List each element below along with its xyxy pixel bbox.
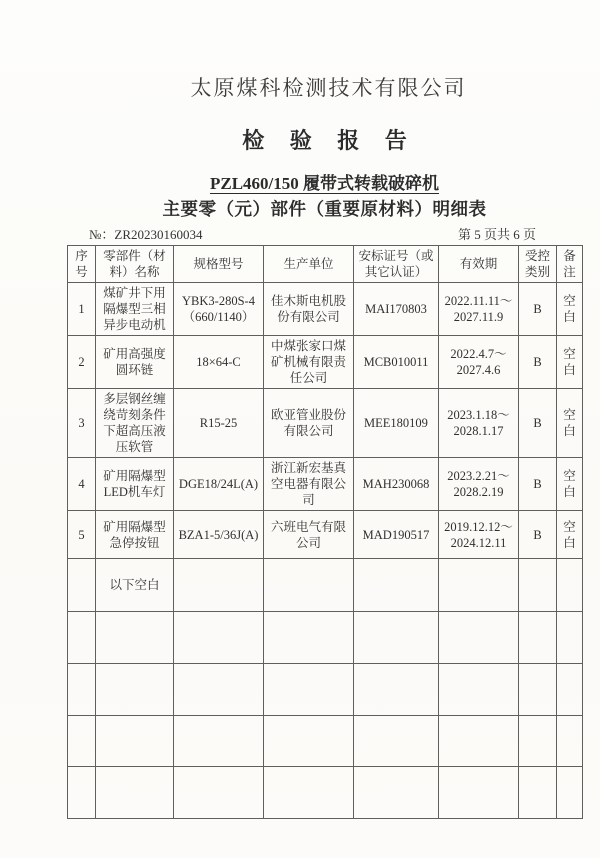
cell-producer: 中煤张家口煤矿机械有限责任公司 [264,336,354,389]
cell-part-name: 煤矿井下用隔爆型三相异步电动机 [96,283,174,336]
cell-validity: 2023.2.21～2028.2.19 [439,458,519,511]
cell-cert-no: MCB010011 [354,336,439,389]
cell-producer: 六班电气有限公司 [264,511,354,559]
cell-cert-no: MEE180109 [354,389,439,458]
cell-control-cat: B [519,511,557,559]
empty-row [68,664,583,716]
doc-number-value: ZR20230160034 [114,227,203,242]
cell-validity: 2019.12.12～2024.12.11 [439,511,519,559]
cell-serial-no: 2 [68,336,96,389]
cell-control-cat: B [519,336,557,389]
cell-control-cat [519,767,557,819]
blank-note-cell: 以下空白 [96,559,174,612]
list-subtitle: 主要零（元）部件（重要原材料）明细表 [162,199,487,219]
cell-serial-no [68,716,96,767]
cell-spec-model [174,664,264,716]
cell-cert-no: MAD190517 [354,511,439,559]
cell-remark: 空白 [557,389,583,458]
cell-part-name: 矿用隔爆型急停按钮 [96,511,174,559]
cell-remark: 空白 [557,336,583,389]
cell-spec-model: BZA1-5/36J(A) [174,511,264,559]
table-row [68,283,583,336]
report-content [67,0,582,819]
cell-serial-no: 3 [68,389,96,458]
blank-note-row [68,559,583,612]
cell-remark: 空白 [557,458,583,511]
report-title: 检 验 报 告 [242,128,417,153]
cell-part-name [96,767,174,819]
cell-control-cat: B [519,389,557,458]
meta-row [67,225,582,243]
cell-spec-model: 18×64-C [174,336,264,389]
cell-spec-model [174,559,264,612]
cell-remark [557,716,583,767]
product-model-text: PZL460/150 履带式转载破碎机 [209,174,440,193]
cell-producer: 佳木斯电机股份有限公司 [264,283,354,336]
cell-control-cat [519,664,557,716]
cell-spec-model [174,767,264,819]
header-control-cat: 受控类别 [519,246,557,283]
cell-serial-no: 1 [68,283,96,336]
cell-validity [439,767,519,819]
cell-control-cat [519,716,557,767]
cell-serial-no [68,664,96,716]
header-remark: 备注 [557,246,583,283]
cell-remark [557,664,583,716]
cell-cert-no [354,767,439,819]
cell-control-cat [519,559,557,612]
cell-part-name [96,716,174,767]
cell-part-name: 矿用隔爆型LED机车灯 [96,458,174,511]
cell-part-name [96,664,174,716]
cell-cert-no: MAH230068 [354,458,439,511]
header-part-name: 零部件（材料）名称 [96,246,174,283]
cell-cert-no [354,559,439,612]
cell-remark [557,612,583,664]
empty-row [68,716,583,767]
cell-remark [557,559,583,612]
cell-producer [264,664,354,716]
cell-producer [264,716,354,767]
cell-validity: 2022.11.11～2027.11.9 [439,283,519,336]
header-serial-no: 序号 [68,246,96,283]
cell-remark: 空白 [557,511,583,559]
cell-cert-no [354,716,439,767]
table-header [68,246,583,283]
empty-row [68,612,583,664]
cell-remark: 空白 [557,283,583,336]
empty-row [68,767,583,819]
cell-serial-no [68,559,96,612]
cell-producer: 欧亚管业股份有限公司 [264,389,354,458]
header-cert-no: 安标证号（或其它认证） [354,246,439,283]
cell-part-name [96,612,174,664]
header-spec-model: 规格型号 [174,246,264,283]
cell-remark [557,767,583,819]
cell-spec-model [174,716,264,767]
table-row [68,389,583,458]
cell-serial-no [68,612,96,664]
parts-table [67,245,583,819]
cell-validity: 2023.1.18～2028.1.17 [439,389,519,458]
cell-producer [264,612,354,664]
header-validity: 有效期 [439,246,519,283]
cell-serial-no [68,767,96,819]
cell-cert-no [354,612,439,664]
table-body [68,283,583,819]
cell-part-name: 多层钢丝缠绕苛刻条件下超高压液压软管 [96,389,174,458]
doc-number [89,224,203,243]
header-producer: 生产单位 [264,246,354,283]
cell-validity [439,664,519,716]
cell-spec-model: R15-25 [174,389,264,458]
doc-number-label: №： [89,227,115,242]
cell-spec-model: DGE18/24L(A) [174,458,264,511]
cell-control-cat: B [519,458,557,511]
cell-producer [264,559,354,612]
cell-cert-no [354,664,439,716]
cell-producer [264,767,354,819]
table-row [68,336,583,389]
table-row [68,511,583,559]
product-model-line [67,169,582,194]
cell-cert-no: MAI170803 [354,283,439,336]
cell-spec-model [174,612,264,664]
company-name: 太原煤科检测技术有限公司 [190,76,467,100]
cell-serial-no: 4 [68,458,96,511]
cell-producer: 浙江新宏基真空电器有限公司 [264,458,354,511]
cell-validity: 2022.4.7～2027.4.6 [439,336,519,389]
cell-control-cat [519,612,557,664]
header-row [68,246,583,283]
table-row [68,458,583,511]
cell-control-cat: B [519,283,557,336]
cell-serial-no: 5 [68,511,96,559]
page-indicator: 第 5 页共 6 页 [457,227,536,242]
cell-validity [439,716,519,767]
cell-part-name: 矿用高强度圆环链 [96,336,174,389]
cell-validity [439,559,519,612]
cell-validity [439,612,519,664]
cell-spec-model: YBK3-280S-4（660/1140） [174,283,264,336]
